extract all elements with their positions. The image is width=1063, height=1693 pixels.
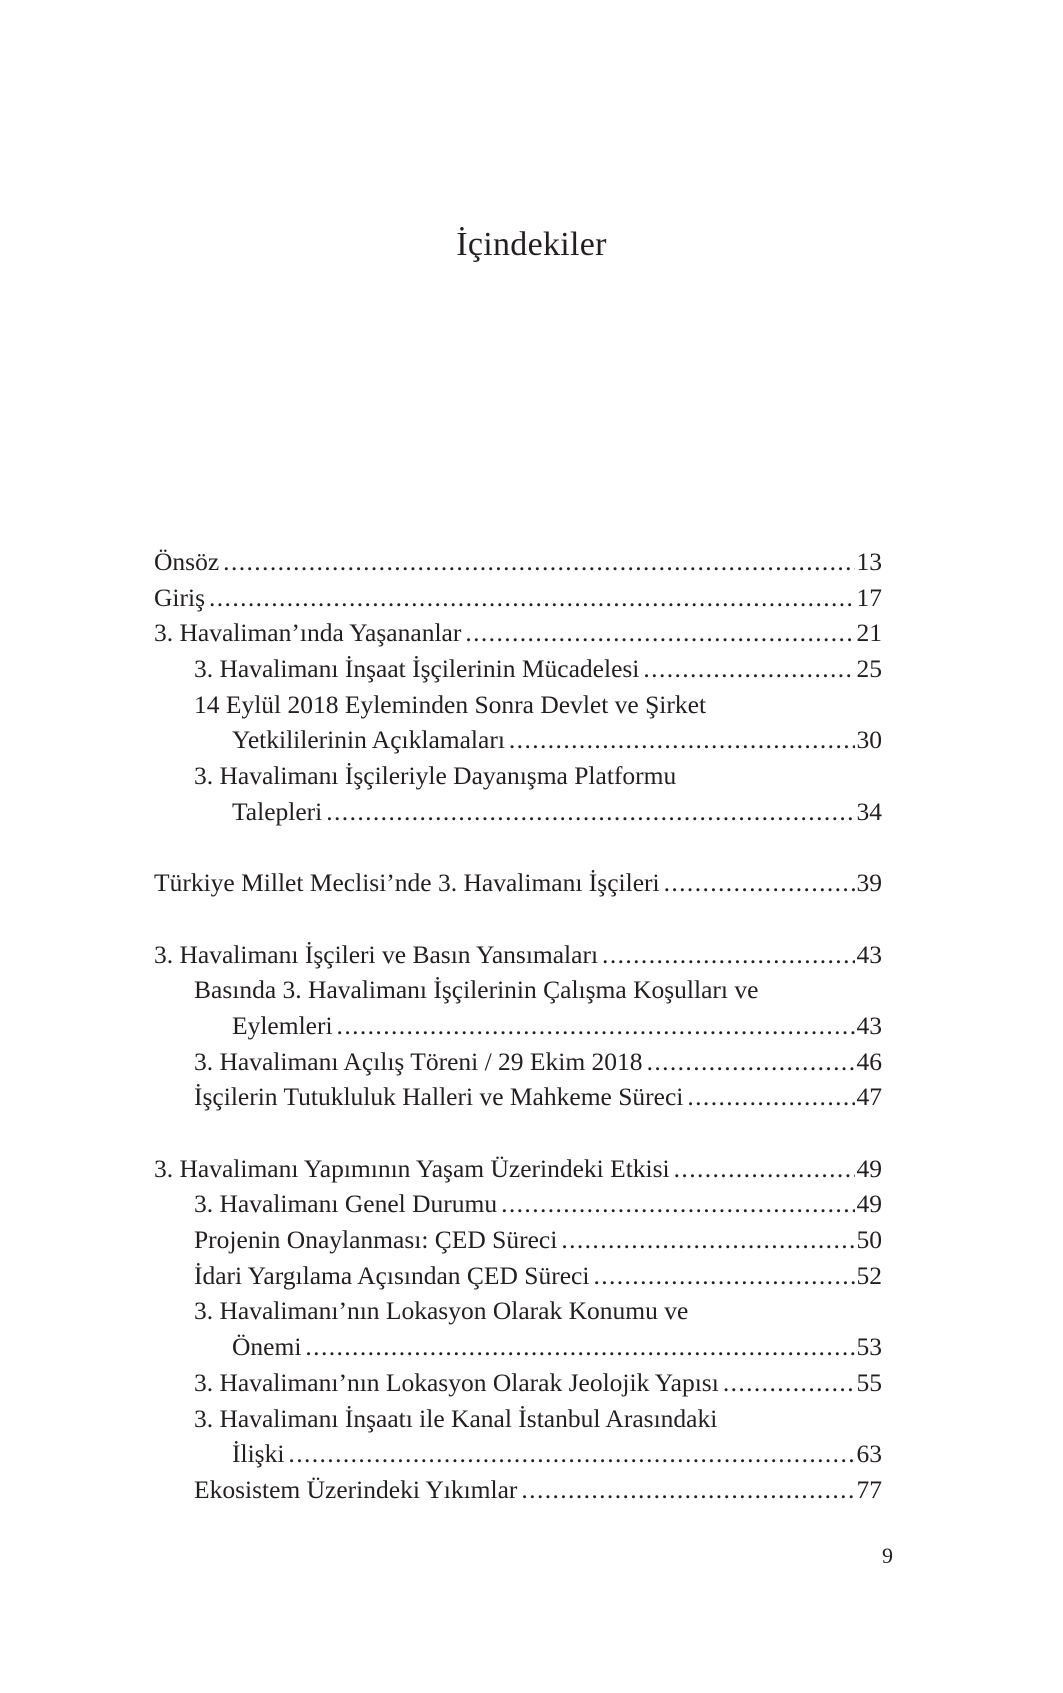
- toc-entry-kosullar-line1: [154, 972, 882, 1008]
- toc-entry-platform-line1: [154, 758, 882, 794]
- toc-entry-tutukluluk: [154, 1079, 882, 1115]
- dot-leader: [647, 1044, 855, 1080]
- toc-entry-page: 63: [856, 1439, 882, 1469]
- toc-entry-yasananlar: [154, 615, 882, 651]
- dot-leader: [664, 865, 855, 901]
- toc-entry-label: Eylemleri: [232, 1010, 333, 1040]
- toc-entry-label: 3. Havaliman’ında Yaşananlar: [154, 618, 462, 648]
- toc-entry-page: 50: [856, 1225, 882, 1255]
- toc-entry-page: 55: [856, 1367, 882, 1397]
- dot-leader: [593, 1258, 854, 1294]
- dot-leader: [209, 580, 855, 616]
- section-gap: [154, 1115, 882, 1151]
- dot-leader: [288, 1436, 854, 1472]
- table-of-contents: [154, 544, 882, 1508]
- section-gap: [154, 830, 882, 866]
- toc-entry-label: Projenin Onaylanması: ÇED Süreci: [194, 1225, 558, 1255]
- dot-leader: [687, 1079, 854, 1115]
- toc-entry-page: 25: [856, 654, 882, 684]
- toc-entry-etki: [154, 1151, 882, 1187]
- toc-entry-label: Ekosistem Üzerindeki Yıkımlar: [194, 1474, 518, 1504]
- dot-leader: [723, 1365, 855, 1401]
- toc-entry-basin: [154, 937, 882, 973]
- toc-entry-page: 52: [856, 1260, 882, 1290]
- toc-entry-label: 3. Havalimanı İnşaat İşçilerinin Mücadelesi: [194, 654, 640, 684]
- toc-entry-page: 46: [856, 1046, 882, 1076]
- toc-entry-label: Yetkililerinin Açıklamaları: [232, 725, 505, 755]
- toc-entry-label: İşçilerin Tutukluluk Halleri ve Mahkeme Süreci: [194, 1082, 684, 1112]
- toc-entry-page: 49: [856, 1153, 882, 1183]
- toc-entry-label: Giriş: [154, 582, 205, 612]
- page-title: İçindekiler: [456, 226, 607, 263]
- toc-entry-page: 43: [856, 939, 882, 969]
- toc-entry-label: İdari Yargılama Açısından ÇED Süreci: [194, 1260, 590, 1290]
- toc-entry-label: 3. Havalimanı’nın Lokasyon Olarak Konumu ve: [194, 1296, 689, 1326]
- dot-leader: [501, 1186, 854, 1222]
- toc-entry-giris: [154, 580, 882, 616]
- dot-leader: [643, 651, 854, 687]
- section-gap: [154, 901, 882, 937]
- toc-entry-label: Türkiye Millet Meclisi’nde 3. Havalimanı İşçileri: [154, 868, 660, 898]
- toc-entry-label: Önsöz: [154, 547, 220, 576]
- toc-entry-konum-line1: [154, 1293, 882, 1329]
- toc-entry-eylem-line1: [154, 687, 882, 723]
- toc-entry-eylem-line2: [154, 722, 882, 758]
- toc-entry-meclis: [154, 865, 882, 901]
- toc-entry-label: 3. Havalimanı İnşaatı ile Kanal İstanbul Arasındaki: [194, 1403, 718, 1433]
- toc-entry-page: 53: [856, 1332, 882, 1362]
- toc-entry-konum-line2: [154, 1329, 882, 1365]
- dot-leader: [561, 1222, 854, 1258]
- toc-entry-page: 39: [856, 868, 882, 898]
- dot-leader: [223, 544, 854, 580]
- toc-entry-page: 30: [856, 725, 882, 755]
- toc-entry-page: 13: [856, 547, 882, 576]
- toc-entry-ced: [154, 1222, 882, 1258]
- toc-entry-label: Basında 3. Havalimanı İşçilerinin Çalışma Koşulları ve: [194, 975, 759, 1005]
- dot-leader: [337, 1008, 855, 1044]
- page-number: 9: [882, 1543, 893, 1568]
- toc-entry-page: 34: [856, 796, 882, 826]
- toc-entry-label: Talepleri: [232, 796, 323, 826]
- toc-entry-kosullar-line2: [154, 1008, 882, 1044]
- toc-entry-label: 3. Havalimanı İşçileri ve Basın Yansımaları: [154, 939, 599, 969]
- toc-entry-kanal-line1: [154, 1401, 882, 1437]
- dot-leader: [521, 1472, 854, 1508]
- dot-leader: [602, 937, 854, 973]
- toc-entry-label: Önemi: [232, 1332, 302, 1362]
- toc-entry-page: 49: [856, 1189, 882, 1219]
- toc-entry-page: 17: [856, 582, 882, 612]
- dot-leader: [509, 722, 855, 758]
- toc-entry-idari: [154, 1258, 882, 1294]
- toc-entry-page: 43: [856, 1010, 882, 1040]
- toc-entry-ekosistem: [154, 1472, 882, 1508]
- toc-entry-label: 3. Havalimanı Yapımının Yaşam Üzerindeki Etkisi: [154, 1153, 670, 1183]
- toc-entry-platform-line2: [154, 794, 882, 830]
- toc-entry-page: 47: [856, 1082, 882, 1112]
- toc-entry-onsoz: [154, 544, 882, 580]
- toc-entry-label: İlişki: [232, 1439, 285, 1469]
- toc-entry-label: 3. Havalimanı İşçileriyle Dayanışma Platformu: [194, 761, 677, 791]
- dot-leader: [326, 794, 854, 830]
- toc-entry-mucadele: [154, 651, 882, 687]
- dot-leader: [465, 615, 854, 651]
- toc-entry-toren: [154, 1044, 882, 1080]
- toc-entry-label: 14 Eylül 2018 Eyleminden Sonra Devlet ve Şirket: [194, 689, 707, 719]
- toc-entry-genel: [154, 1186, 882, 1222]
- dot-leader: [305, 1329, 854, 1365]
- toc-entry-page: 77: [856, 1474, 882, 1504]
- toc-entry-label: 3. Havalimanı Genel Durumu: [194, 1189, 498, 1219]
- dot-leader: [674, 1151, 855, 1187]
- toc-entry-page: 21: [856, 618, 882, 648]
- toc-entry-jeoloji: [154, 1365, 882, 1401]
- toc-entry-label: 3. Havalimanı’nın Lokasyon Olarak Jeolojik Yapısı: [194, 1367, 719, 1397]
- toc-entry-label: 3. Havalimanı Açılış Töreni / 29 Ekim 2018: [194, 1046, 643, 1076]
- toc-entry-kanal-line2: [154, 1436, 882, 1472]
